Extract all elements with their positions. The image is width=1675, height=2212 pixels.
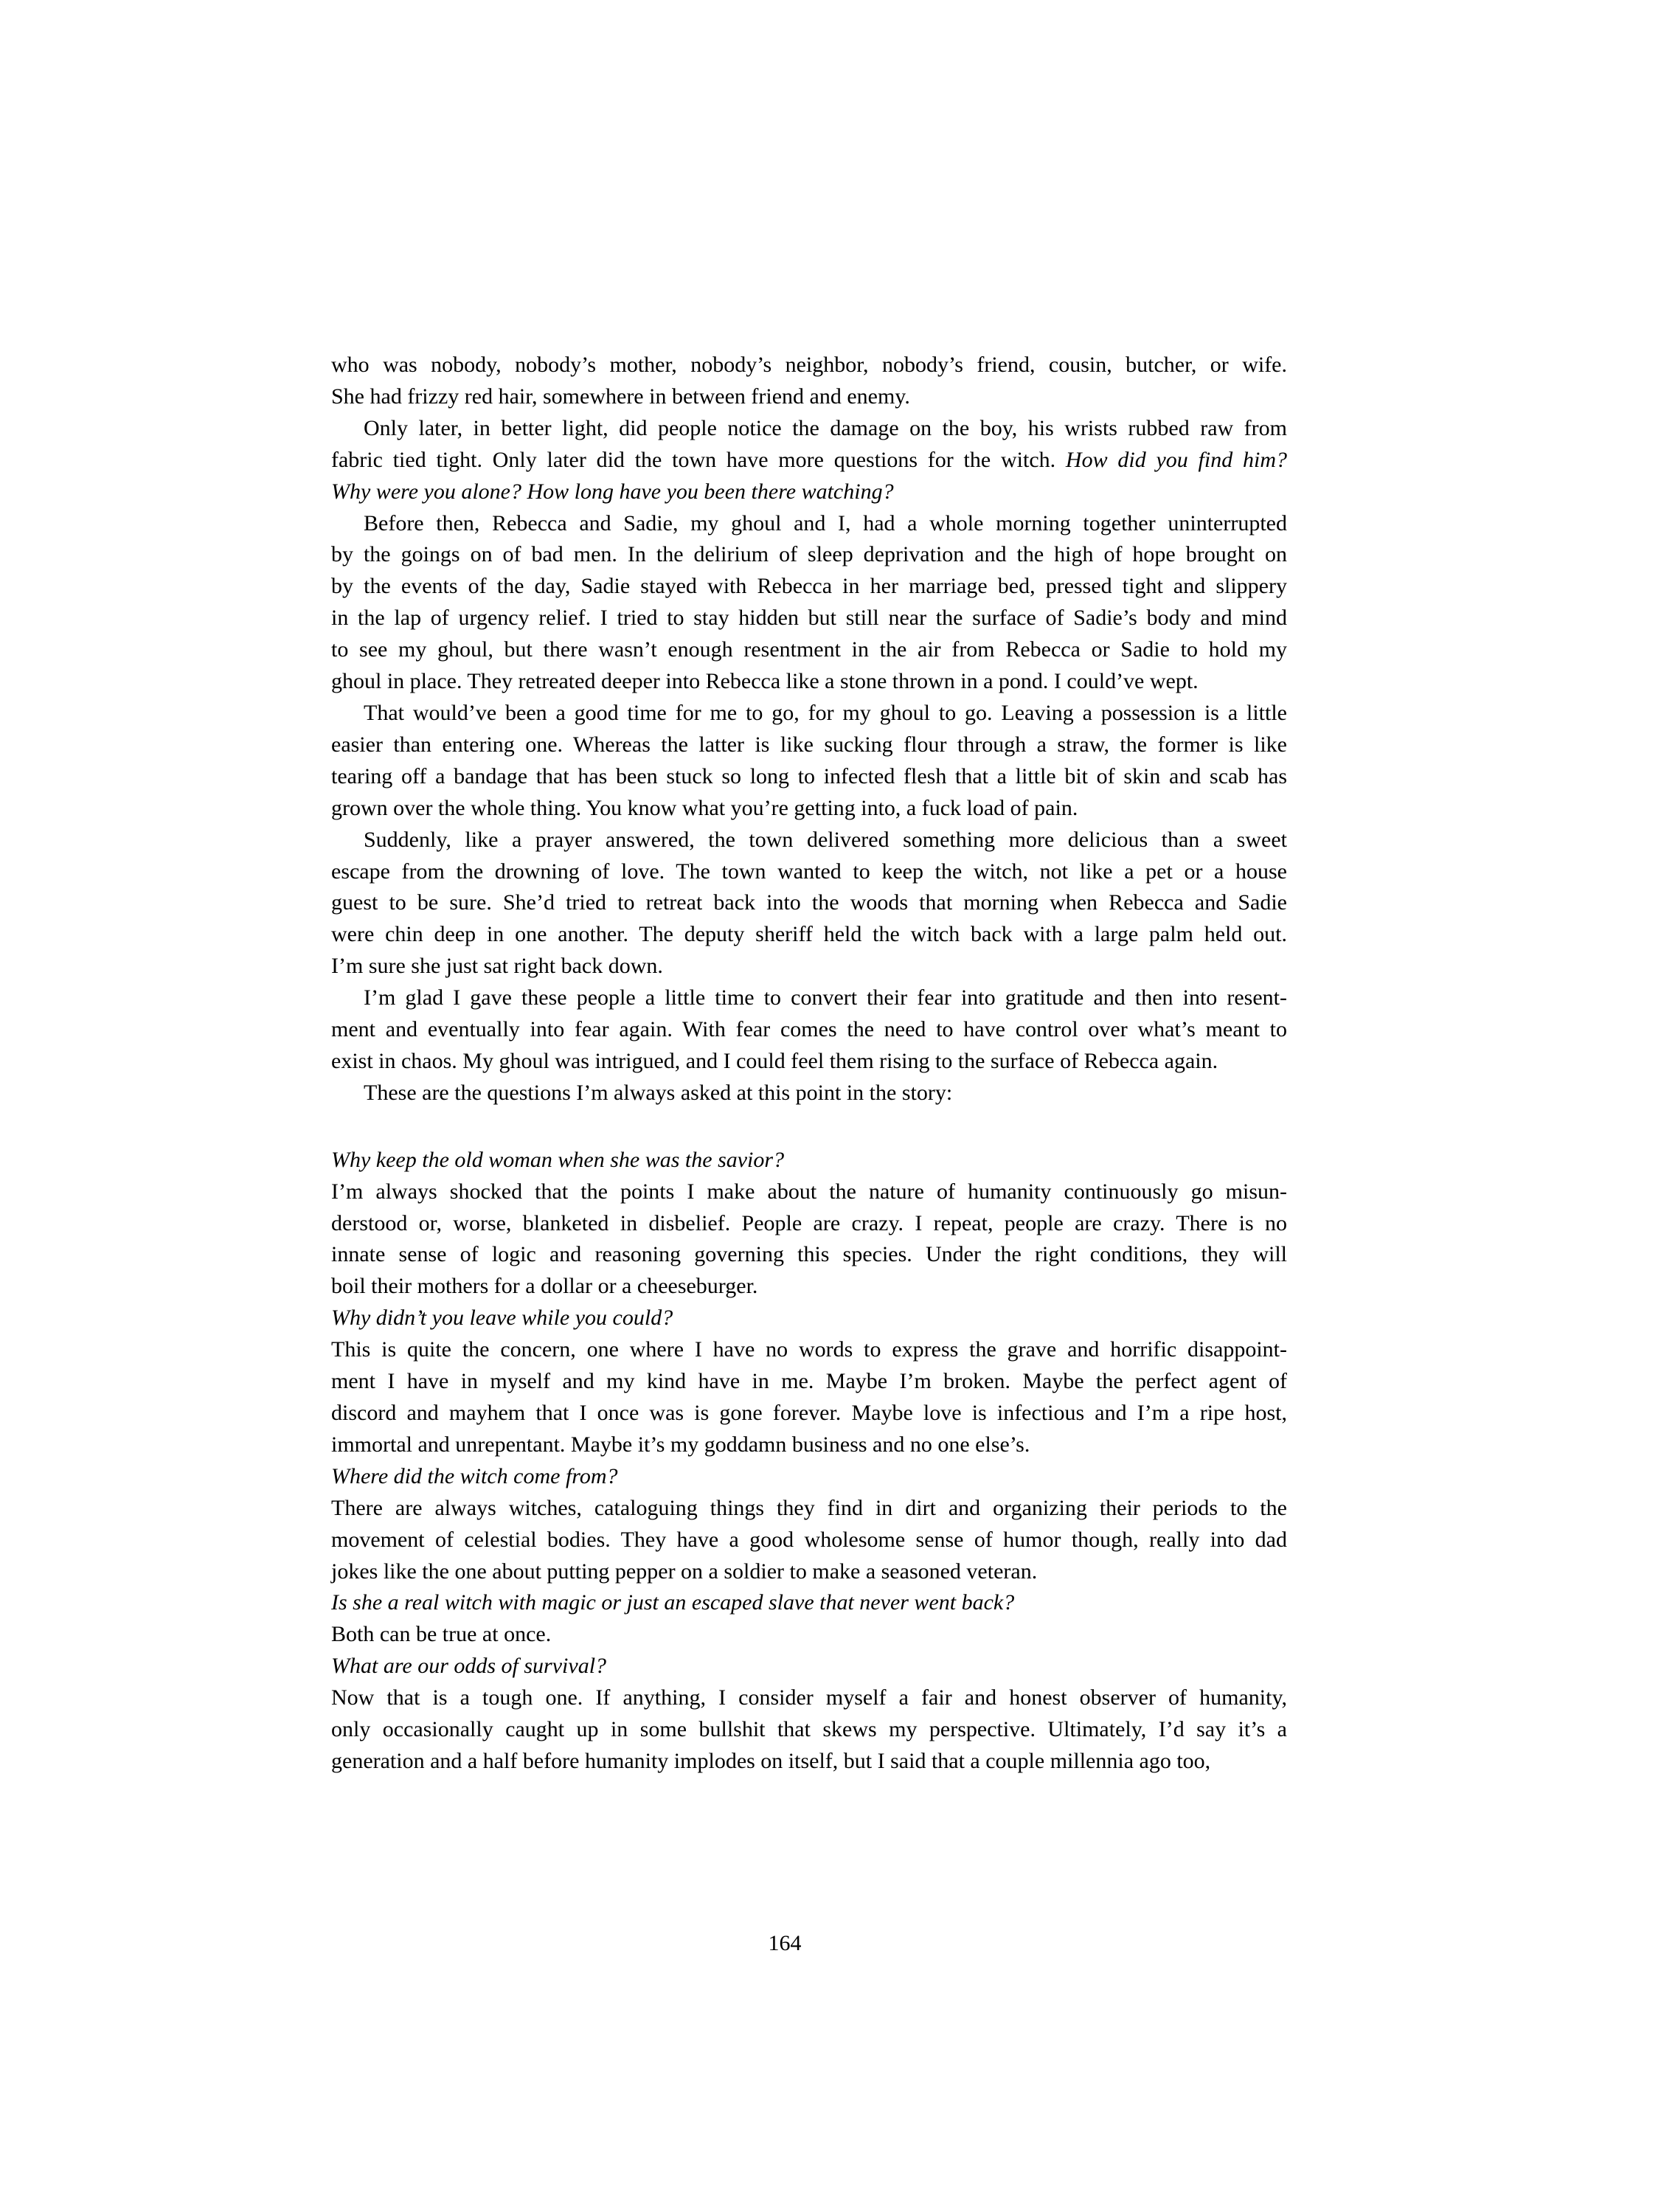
text-run: exist in chaos. My ghoul was intrigued, and I could feel them rising to the surface of Rebecca again.	[331, 1048, 1218, 1073]
text-run: Before then, Rebecca and Sadie, my ghoul and I, had a whole morning together uninterrupted	[364, 510, 1287, 535]
text-run: This is quite the concern, one where I have no words to express the grave and horrific disappoint-	[331, 1337, 1287, 1362]
paragraph	[331, 698, 1287, 825]
text-run: fabric tied tight. Only later did the town have more questions for the witch.	[331, 447, 1066, 472]
text-run: I’m glad I gave these people a little time to convert their fear into gratitude and then into resent-	[364, 985, 1287, 1010]
paragraph	[331, 1493, 1287, 1588]
text-line	[331, 381, 1287, 413]
italic-text-run: Where did the witch come from?	[331, 1463, 618, 1488]
paragraph	[331, 1334, 1287, 1461]
text-line	[331, 951, 1287, 982]
paragraph	[331, 1619, 1287, 1651]
text-line	[331, 793, 1287, 825]
paragraph	[331, 1461, 1287, 1493]
text-run: who was nobody, nobody’s mother, nobody’s neighbor, nobody’s friend, cousin, butcher, or wife.	[331, 353, 1287, 377]
text-line	[331, 1493, 1287, 1525]
text-run: easier than entering one. Whereas the latter is like sucking flour through a straw, the former is like	[331, 732, 1287, 757]
text-run: Now that is a tough one. If anything, I consider myself a fair and honest observer of humanity,	[331, 1685, 1287, 1710]
text-line	[331, 1429, 1287, 1461]
text-line	[331, 1303, 1287, 1334]
text-line	[331, 1271, 1287, 1303]
text-run: That would’ve been a good time for me to go, for my ghoul to go. Leaving a possession is a little	[364, 700, 1287, 725]
text-line	[331, 1334, 1287, 1366]
text-line	[331, 1682, 1287, 1714]
italic-text-run: What are our odds of survival?	[331, 1654, 607, 1679]
text-run: guest to be sure. She’d tried to retreat back into the woods that morning when Rebecca and Sadie	[331, 890, 1287, 915]
text-line	[331, 698, 1287, 729]
text-line	[331, 1078, 1287, 1109]
text-run: by the events of the day, Sadie stayed with Rebecca in her marriage bed, pressed tight and slippery	[331, 574, 1287, 599]
text-run: jokes like the one about putting pepper on a soldier to make a seasoned veteran.	[331, 1559, 1038, 1584]
text-run: movement of celestial bodies. They have a good wholesome sense of humor though, really into dad	[331, 1527, 1287, 1552]
book-page-text	[331, 350, 1287, 1778]
text-line	[331, 1714, 1287, 1746]
text-run: Both can be true at once.	[331, 1622, 552, 1647]
text-line	[331, 729, 1287, 761]
text-line	[331, 1525, 1287, 1556]
paragraph	[331, 1682, 1287, 1778]
text-run: in the lap of urgency relief. I tried to stay hidden but still near the surface of Sadie’s body and mind	[331, 606, 1287, 631]
text-line	[331, 825, 1287, 856]
text-line	[331, 413, 1287, 445]
paragraph	[331, 1303, 1287, 1334]
text-line	[331, 603, 1287, 634]
text-run: She had frizzy red hair, somewhere in between friend and enemy.	[331, 384, 910, 409]
paragraph	[331, 1145, 1287, 1176]
text-line	[331, 1746, 1287, 1778]
text-line	[331, 919, 1287, 951]
text-run: Suddenly, like a prayer answered, the town delivered something more delicious than a sweet	[364, 827, 1287, 852]
page-number: 164	[768, 1931, 802, 1955]
text-line	[331, 761, 1287, 793]
text-run: These are the questions I’m always asked at this point in the story:	[364, 1080, 953, 1105]
text-line	[331, 1014, 1287, 1046]
text-run: boil their mothers for a dollar or a cheeseburger.	[331, 1274, 758, 1299]
text-run: There are always witches, cataloguing things they find in dirt and organizing their periods to the	[331, 1495, 1287, 1520]
paragraph	[331, 1176, 1287, 1303]
text-run: escape from the drowning of love. The town wanted to keep the witch, not like a pet or a house	[331, 859, 1287, 884]
text-line	[331, 887, 1287, 919]
text-line	[331, 666, 1287, 698]
text-line	[331, 634, 1287, 666]
paragraph	[331, 825, 1287, 983]
paragraph	[331, 350, 1287, 413]
text-line	[331, 1366, 1287, 1398]
text-run: ment I have in myself and my kind have in me. Maybe I’m broken. Maybe the perfect agent of	[331, 1369, 1287, 1394]
paragraph	[331, 982, 1287, 1078]
text-line	[331, 508, 1287, 540]
text-run: ghoul in place. They retreated deeper into Rebecca like a stone thrown in a pond. I could’ve wept.	[331, 669, 1199, 694]
text-run: generation and a half before humanity implodes on itself, but I said that a couple millennia ago too,	[331, 1748, 1211, 1773]
italic-text-run: Why didn’t you leave while you could?	[331, 1306, 673, 1331]
text-run: discord and mayhem that I once was is gone forever. Maybe love is infectious and I’m a ripe host,	[331, 1401, 1287, 1425]
paragraph	[331, 1651, 1287, 1682]
text-run: I’m always shocked that the points I make about the nature of humanity continuously go misun-	[331, 1179, 1287, 1204]
italic-text-run: Why were you alone? How long have you been there watching?	[331, 479, 894, 504]
text-line	[331, 1046, 1287, 1078]
text-line	[331, 1651, 1287, 1682]
text-run: Only later, in better light, did people notice the damage on the boy, his wrists rubbed raw from	[364, 415, 1287, 440]
text-line	[331, 1556, 1287, 1588]
text-line	[331, 982, 1287, 1014]
text-line	[331, 476, 1287, 508]
text-line	[331, 1619, 1287, 1651]
paragraph	[331, 1587, 1287, 1619]
text-line	[331, 445, 1287, 476]
text-line	[331, 856, 1287, 888]
paragraph	[331, 1078, 1287, 1109]
text-run: only occasionally caught up in some bullshit that skews my perspective. Ultimately, I’d say it’s a	[331, 1717, 1287, 1742]
text-line	[331, 1145, 1287, 1176]
text-run: were chin deep in one another. The deputy sheriff held the witch back with a large palm held out.	[331, 922, 1287, 947]
text-run: tearing off a bandage that has been stuck so long to infected flesh that a little bit of skin and scab has	[331, 763, 1287, 788]
italic-text-run: Why keep the old woman when she was the savior?	[331, 1147, 785, 1172]
text-run: by the goings on of bad men. In the delirium of sleep deprivation and the high of hope brought on	[331, 542, 1287, 567]
italic-text-run: How did you find him?	[1065, 447, 1287, 472]
text-line	[331, 1461, 1287, 1493]
text-run: derstood or, worse, blanketed in disbelief. People are crazy. I repeat, people are crazy. There is no	[331, 1210, 1287, 1235]
text-line	[331, 1398, 1287, 1429]
text-line	[331, 1176, 1287, 1208]
text-run: ment and eventually into fear again. With fear comes the need to have control over what’s meant to	[331, 1017, 1287, 1042]
text-line	[331, 571, 1287, 603]
text-run: immortal and unrepentant. Maybe it’s my goddamn business and no one else’s.	[331, 1432, 1030, 1457]
text-line	[331, 350, 1287, 381]
text-run: to see my ghoul, but there wasn’t enough resentment in the air from Rebecca or Sadie to hold my	[331, 637, 1287, 662]
paragraph	[331, 508, 1287, 698]
text-line	[331, 1208, 1287, 1240]
text-line	[331, 539, 1287, 571]
paragraph	[331, 413, 1287, 508]
text-line	[331, 1587, 1287, 1619]
text-run: I’m sure she just sat right back down.	[331, 954, 663, 979]
text-line	[331, 1239, 1287, 1271]
text-run: grown over the whole thing. You know what you’re getting into, a fuck load of pain.	[331, 795, 1078, 820]
italic-text-run: Is she a real witch with magic or just an escaped slave that never went back?	[331, 1590, 1015, 1615]
text-run: innate sense of logic and reasoning governing this species. Under the right conditions, they will	[331, 1242, 1287, 1267]
